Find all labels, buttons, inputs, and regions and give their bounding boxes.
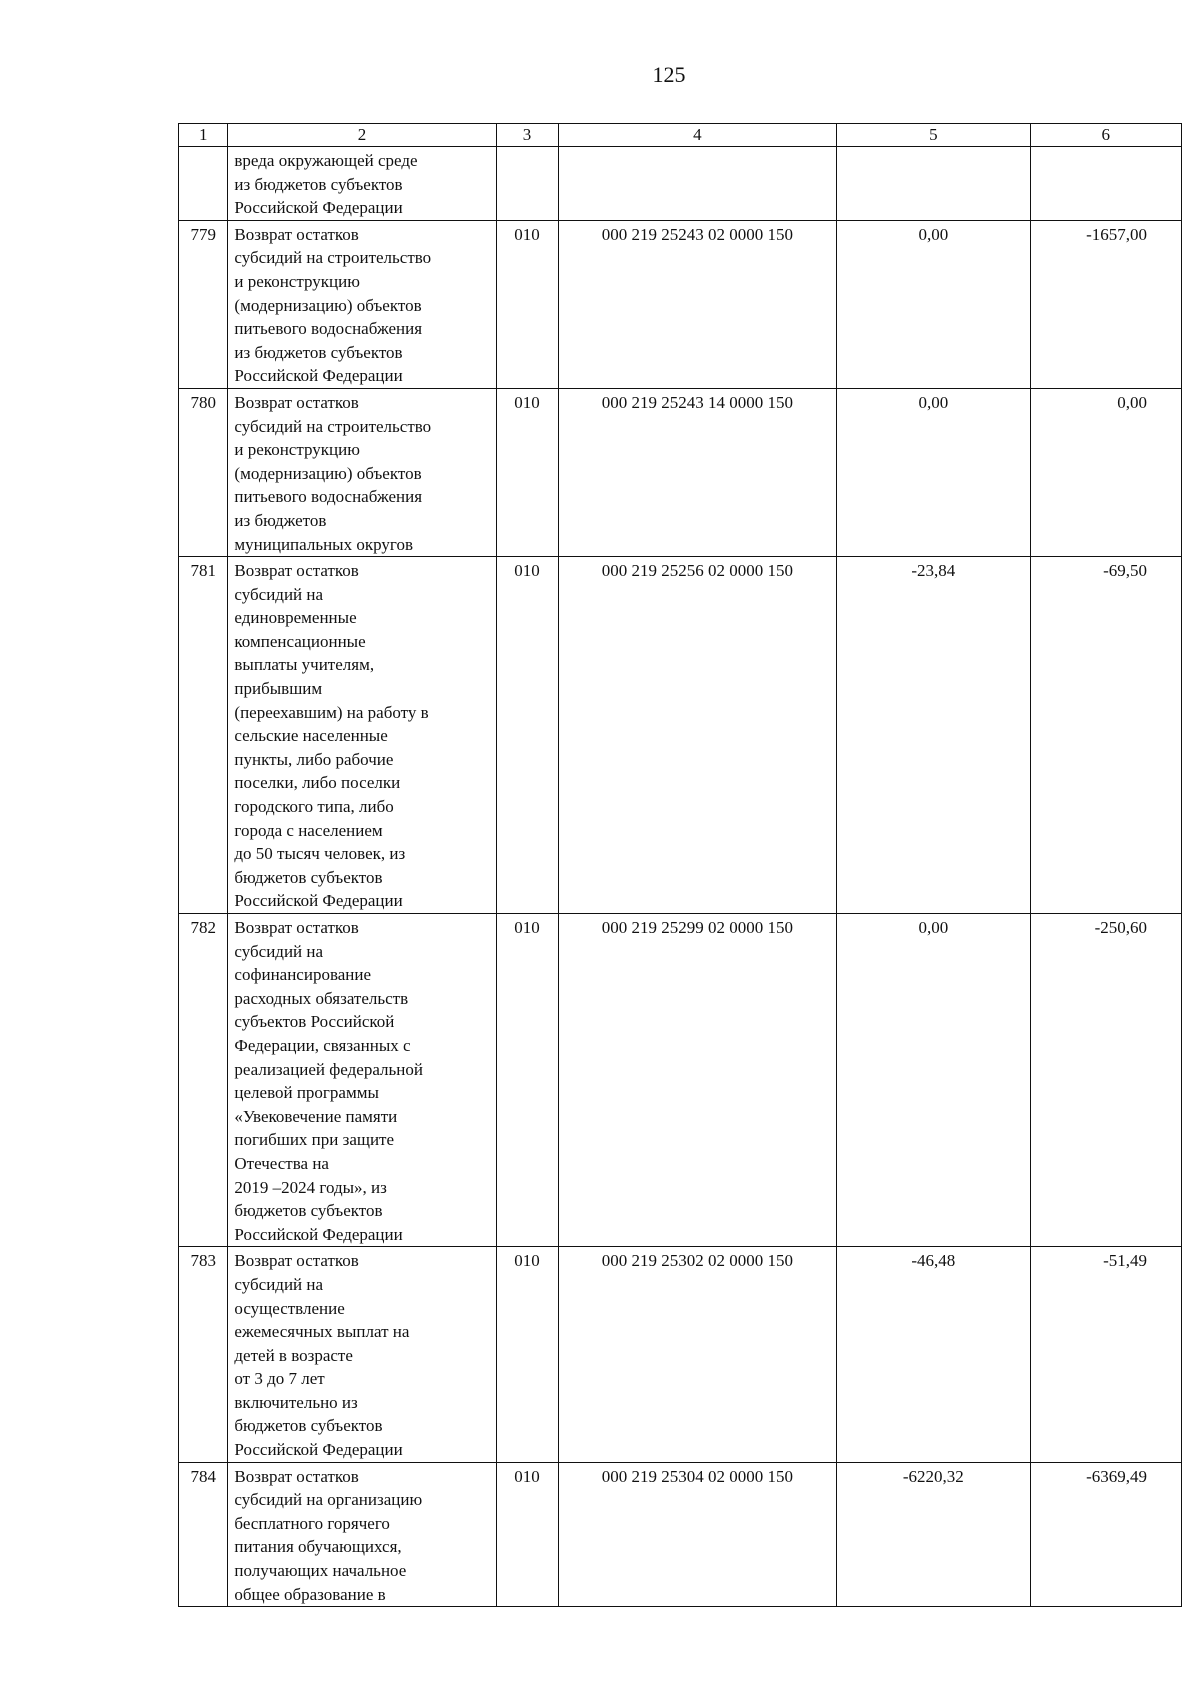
row-budget-code: 000 219 25304 02 0000 150 xyxy=(558,1462,837,1607)
row-admin-code: 010 xyxy=(496,388,558,556)
row-admin-code: 010 xyxy=(496,1247,558,1462)
row-budget-code: 000 219 25299 02 0000 150 xyxy=(558,914,837,1247)
row-number: 780 xyxy=(179,388,228,556)
row-value-col6 xyxy=(1030,147,1181,221)
row-admin-code: 010 xyxy=(496,1462,558,1607)
header-col-3: 3 xyxy=(496,124,558,147)
table-row xyxy=(179,220,1182,388)
row-description: Возврат остатков субсидий на осуществление ежемесячных выплат на детей в возрасте от 3 до 7 лет включительно из бюджетов субъектов Российской Федерации xyxy=(228,1247,496,1462)
table-row xyxy=(179,388,1182,556)
row-admin-code xyxy=(496,147,558,221)
row-description: Возврат остатков субсидий на строительство и реконструкцию (модернизацию) объектов питьевого водоснабжения из бюджетов субъектов Российской Федерации xyxy=(228,220,496,388)
row-description: Возврат остатков субсидий на организацию бесплатного горячего питания обучающихся, получающих начальное общее образование в xyxy=(228,1462,496,1607)
row-description: вреда окружающей среде из бюджетов субъектов Российской Федерации xyxy=(228,147,496,221)
table-row xyxy=(179,1462,1182,1607)
row-value-col5: -23,84 xyxy=(837,557,1030,914)
row-budget-code: 000 219 25256 02 0000 150 xyxy=(558,557,837,914)
table-row xyxy=(179,147,1182,221)
row-admin-code: 010 xyxy=(496,914,558,1247)
row-budget-code: 000 219 25243 02 0000 150 xyxy=(558,220,837,388)
row-number: 784 xyxy=(179,1462,228,1607)
row-number: 779 xyxy=(179,220,228,388)
row-value-col6: -69,50 xyxy=(1030,557,1181,914)
header-col-5: 5 xyxy=(837,124,1030,147)
header-col-4: 4 xyxy=(558,124,837,147)
row-budget-code: 000 219 25243 14 0000 150 xyxy=(558,388,837,556)
row-number: 783 xyxy=(179,1247,228,1462)
row-value-col5: 0,00 xyxy=(837,388,1030,556)
row-value-col6: 0,00 xyxy=(1030,388,1181,556)
table-header-row xyxy=(179,124,1182,147)
row-value-col5: 0,00 xyxy=(837,220,1030,388)
row-number: 782 xyxy=(179,914,228,1247)
header-col-2: 2 xyxy=(228,124,496,147)
row-description: Возврат остатков субсидий на строительство и реконструкцию (модернизацию) объектов питьевого водоснабжения из бюджетов муниципальных округов xyxy=(228,388,496,556)
row-budget-code xyxy=(558,147,837,221)
header-col-6: 6 xyxy=(1030,124,1181,147)
row-number: 781 xyxy=(179,557,228,914)
page-number: 125 xyxy=(652,62,686,87)
row-value-col5: 0,00 xyxy=(837,914,1030,1247)
row-value-col5: -6220,32 xyxy=(837,1462,1030,1607)
row-value-col6: -6369,49 xyxy=(1030,1462,1181,1607)
row-value-col5 xyxy=(837,147,1030,221)
row-description: Возврат остатков субсидий на софинансирование расходных обязательств субъектов Российской Федерации, связанных с реализацией федеральной целевой программы «Увековечение памяти погибших при защите Отечества на 2019 –2024 годы», из бюджетов субъектов Российской Федерации xyxy=(228,914,496,1247)
header-col-1: 1 xyxy=(179,124,228,147)
row-value-col5: -46,48 xyxy=(837,1247,1030,1462)
row-value-col6: -51,49 xyxy=(1030,1247,1181,1462)
row-value-col6: -1657,00 xyxy=(1030,220,1181,388)
table-row xyxy=(179,557,1182,914)
row-admin-code: 010 xyxy=(496,557,558,914)
row-admin-code: 010 xyxy=(496,220,558,388)
table-row xyxy=(179,1247,1182,1462)
row-budget-code: 000 219 25302 02 0000 150 xyxy=(558,1247,837,1462)
table-row xyxy=(179,914,1182,1247)
row-number xyxy=(179,147,228,221)
row-value-col6: -250,60 xyxy=(1030,914,1181,1247)
row-description: Возврат остатков субсидий на единовременные компенсационные выплаты учителям, прибывшим (переехавшим) на работу в сельские населенные пункты, либо рабочие поселки, либо поселки городского типа, либо города с населением до 50 тысяч человек, из бюджетов субъектов Российской Федерации xyxy=(228,557,496,914)
budget-table xyxy=(178,123,1182,1607)
